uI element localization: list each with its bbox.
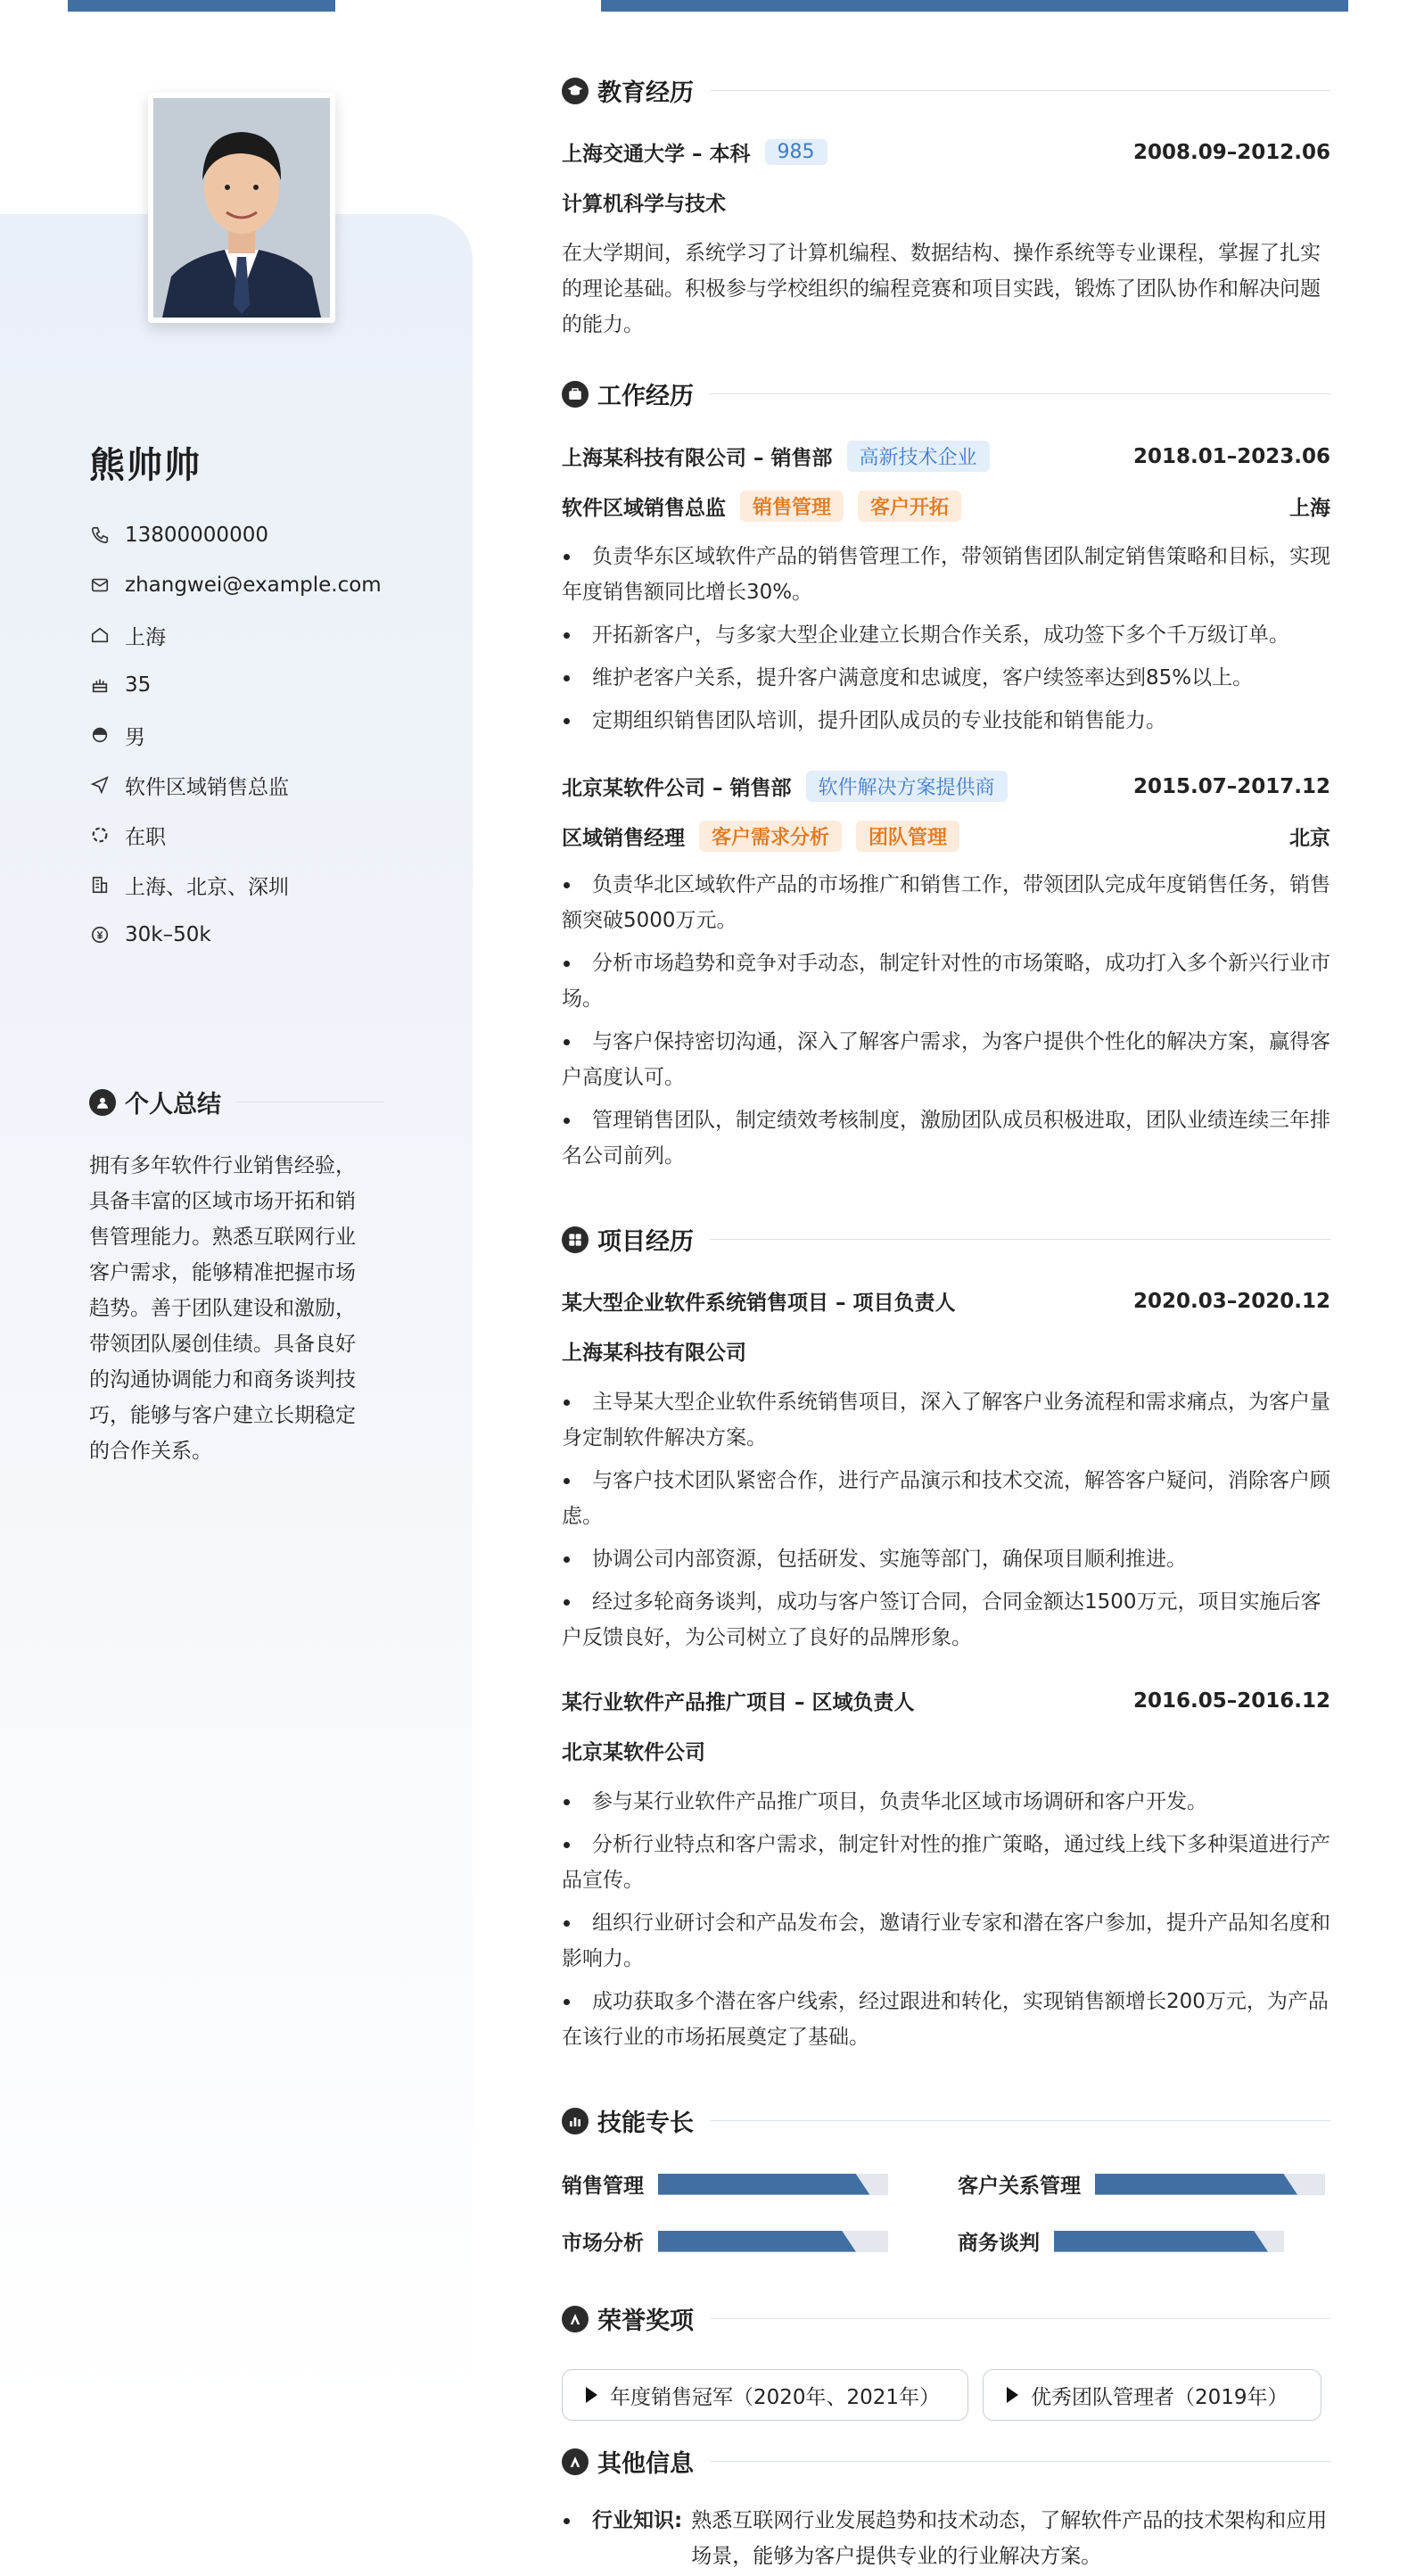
skill-bar-fill (1054, 2231, 1268, 2252)
info-age (89, 660, 382, 710)
project-period: 2020.03–2020.12 (1132, 1289, 1330, 1313)
list-item: 定期组织销售团队培训，提升团队成员的专业技能和销售能力。 (562, 703, 1330, 739)
position-text: 软件区域销售总监 (125, 775, 289, 799)
skill-tag: 客户开拓 (858, 491, 961, 522)
list-item: 与客户技术团队紧密合作，进行产品演示和技术交流，解答客户疑问，消除客户顾虑。 (562, 1463, 1330, 1534)
company-name: 上海某科技有限公司 – 销售部 (562, 447, 833, 470)
list-item: 管理销售团队，制定绩效考核制度，激励团队成员积极进取，团队业绩连续三年排名公司前列。 (562, 1102, 1330, 1174)
list-item: 参与某行业软件产品推广项目，负责华北区域市场调研和客户开发。 (562, 1784, 1330, 1820)
other-list (562, 2503, 1330, 2574)
projects-heading (562, 1222, 1330, 1257)
city-text: 上海 (125, 625, 166, 649)
candidate-name: 熊帅帅 (89, 445, 202, 486)
divider (710, 1239, 1330, 1240)
top-accent-bar-right (601, 0, 1348, 12)
job-bullets (562, 539, 1330, 746)
contact-info (89, 510, 382, 960)
list-item: 分析行业特点和客户需求，制定针对性的推广策略，通过线上线下多种渠道进行产品宣传。 (562, 1827, 1330, 1898)
divider (710, 90, 1330, 91)
award-text: 优秀团队管理者（2019年） (1031, 2385, 1288, 2409)
divider (710, 2318, 1330, 2319)
age-icon (89, 674, 111, 696)
education-heading (562, 73, 1330, 108)
salary-text: 30k–50k (125, 923, 211, 946)
skill-tag: 团队管理 (856, 821, 959, 852)
education-desc: 在大学期间，系统学习了计算机编程、数据结构、操作系统等专业课程，掌握了扎实的理论基础。积极参与学校组织的编程竞赛和项目实践，锻炼了团队协作和解决问题的能力。 (562, 242, 1321, 336)
award-item (983, 2369, 1321, 2421)
skill-bar (1095, 2174, 1325, 2195)
age-text: 35 (125, 673, 152, 697)
skill-name: 商务谈判 (958, 2232, 1040, 2255)
summary-title: 个人总结 (125, 1091, 221, 1119)
top-accent-bar-left (68, 0, 335, 12)
skill-bar-fill (658, 2231, 856, 2252)
project-name: 某大型企业软件系统销售项目 – 项目负责人 (562, 1292, 956, 1315)
awards-title: 荣誉奖项 (597, 2308, 694, 2335)
building-icon (89, 874, 111, 896)
skill-bar (1054, 2231, 1284, 2252)
job-city: 上海 (1289, 497, 1330, 520)
list-item: 协调公司内部资源，包括研发、实施等部门，确保项目顺利推进。 (562, 1541, 1330, 1577)
other-key: 行业知识: (592, 2509, 683, 2532)
skill-bar (658, 2174, 888, 2195)
job-role: 区域销售经理 (562, 827, 685, 850)
info-position (89, 760, 382, 810)
skill-item (958, 2169, 1325, 2199)
job-header (562, 441, 1330, 472)
info-gender (89, 710, 382, 760)
target-cities-text: 上海、北京、深圳 (125, 875, 289, 899)
triangle-right-icon (586, 2387, 597, 2403)
project-header (562, 1686, 1330, 1715)
skill-tag: 销售管理 (740, 491, 844, 522)
major-row (562, 187, 1330, 217)
info-salary (89, 910, 382, 960)
project-period: 2016.05–2016.12 (1132, 1688, 1330, 1713)
major-name: 计算机科学与技术 (562, 193, 726, 216)
other-heading (562, 2444, 1330, 2479)
divider (710, 393, 1330, 394)
other-title: 其他信息 (597, 2450, 694, 2478)
company-tag: 软件解决方案提供商 (806, 771, 1008, 802)
job-bullets (562, 867, 1330, 1181)
email-text: zhangwei@example.com (125, 574, 382, 597)
bar-chart-icon (562, 2108, 589, 2134)
company-tag: 高新技术企业 (847, 441, 990, 472)
company-name: 北京某软件公司 – 销售部 (562, 777, 792, 800)
job-role: 软件区域销售总监 (562, 497, 726, 520)
home-icon (89, 624, 111, 646)
award-text: 年度销售冠军（2020年、2021年） (610, 2385, 941, 2409)
job-role-row (562, 491, 1330, 522)
list-item: 成功获取多个潜在客户线索，经过跟进和转化，实现销售额增长200万元，为产品在该行业的市场拓展奠定了基础。 (562, 1984, 1330, 2055)
skill-name: 市场分析 (562, 2232, 644, 2255)
award-item (562, 2369, 968, 2421)
project-company-row (562, 1736, 1330, 1765)
skills-title: 技能专长 (597, 2110, 694, 2137)
send-icon (89, 774, 111, 796)
graduation-cap-icon (562, 78, 589, 104)
list-item: 负责华东区域软件产品的销售管理工作，带领销售团队制定销售策略和目标，实现年度销售额同比增长30%。 (562, 539, 1330, 610)
info-status (89, 810, 382, 860)
skill-tag: 客户需求分析 (699, 821, 842, 852)
award-icon (562, 2306, 589, 2332)
job-header (562, 771, 1330, 802)
skill-name: 客户关系管理 (958, 2175, 1081, 2198)
skill-bar-fill (658, 2174, 869, 2195)
job-period: 2015.07–2017.12 (1132, 774, 1330, 798)
info-city (89, 610, 382, 660)
list-item: 维护老客户关系，提升客户满意度和忠诚度，客户续签率达到85%以上。 (562, 660, 1330, 696)
project-company: 北京某软件公司 (562, 1741, 705, 1764)
skill-item (562, 2169, 888, 2199)
list-item: 组织行业研讨会和产品发布会，邀请行业专家和潜在客户参加，提升产品知名度和影响力。 (562, 1905, 1330, 1977)
awards-heading (562, 2301, 1330, 2336)
skill-name: 销售管理 (562, 2175, 644, 2198)
user-circle-icon (89, 1089, 116, 1116)
project-header (562, 1286, 1330, 1316)
list-item: 与客户保持密切沟通，深入了解客户需求，为客户提供个性化的解决方案，赢得客户高度认可。 (562, 1024, 1330, 1095)
status-icon (89, 824, 111, 846)
education-period: 2008.09–2012.06 (1132, 140, 1330, 164)
triangle-right-icon (1007, 2387, 1018, 2403)
job-period: 2018.01–2023.06 (1132, 444, 1330, 468)
work-title: 工作经历 (597, 383, 694, 410)
money-icon (89, 924, 111, 945)
project-bullets (562, 1384, 1330, 1663)
summary-text: 拥有多年软件行业销售经验，具备丰富的区域市场开拓和销售管理能力。熟悉互联网行业客户需求，能够精准把握市场趋势。善于团队建设和激励，带领团队屡创佳绩。具备良好的沟通协调能力和商务谈判技巧，能够与客户建立长期稳定的合作关系。 (89, 1154, 356, 1463)
list-item: 主导某大型企业软件系统销售项目，深入了解客户业务流程和需求痛点，为客户量身定制软件解决方案。 (562, 1384, 1330, 1456)
info-target-cities (89, 860, 382, 910)
education-row (562, 137, 1330, 167)
gender-icon (89, 724, 111, 746)
skill-item (958, 2226, 1284, 2256)
info-phone (89, 510, 382, 560)
list-item: 经过多轮商务谈判，成功与客户签订合同，合同金额达1500万元，项目实施后客户反馈良好，为公司树立了良好的品牌形象。 (562, 1584, 1330, 1655)
info-email (89, 560, 382, 610)
job-role-row (562, 821, 1330, 852)
school-name: 上海交通大学 – 本科 (562, 143, 751, 166)
mail-icon (89, 574, 111, 596)
skills-heading (562, 2103, 1330, 2138)
divider (710, 2120, 1330, 2121)
job-city: 北京 (1289, 827, 1330, 850)
phone-icon (89, 524, 111, 546)
projects-title: 项目经历 (597, 1228, 694, 1256)
list-item: 开拓新客户，与多家大型企业建立长期合作关系，成功签下多个千万级订单。 (562, 617, 1330, 653)
skill-bar (658, 2231, 888, 2252)
project-company: 上海某科技有限公司 (562, 1342, 746, 1365)
education-title: 教育经历 (597, 79, 694, 107)
list-item: 负责华北区域软件产品的市场推广和销售工作，带领团队完成年度销售任务，销售额突破5000万元。 (562, 867, 1330, 938)
info-icon (562, 2448, 589, 2475)
phone-text: 13800000000 (125, 524, 268, 547)
work-heading (562, 376, 1330, 411)
project-bullets (562, 1784, 1330, 2062)
status-text: 在职 (125, 825, 166, 849)
skill-bar-fill (1095, 2174, 1297, 2195)
briefcase-icon (562, 381, 589, 408)
other-value: 熟悉互联网行业发展趋势和技术动态，了解软件产品的技术架构和应用场景，能够为客户提供专业的行业解决方案。 (691, 2509, 1328, 2568)
grid-icon (562, 1226, 589, 1253)
project-name: 某行业软件产品推广项目 – 区域负责人 (562, 1691, 915, 1714)
list-item (562, 2503, 1330, 2574)
divider (710, 2461, 1330, 2462)
skill-item (562, 2226, 888, 2256)
gender-text: 男 (125, 725, 145, 749)
summary-heading (89, 1085, 383, 1119)
list-item: 分析市场趋势和竞争对手动态，制定针对性的市场策略，成功打入多个新兴行业市场。 (562, 945, 1330, 1017)
school-tag: 985 (765, 139, 827, 165)
avatar (148, 93, 335, 323)
project-company-row (562, 1336, 1330, 1366)
